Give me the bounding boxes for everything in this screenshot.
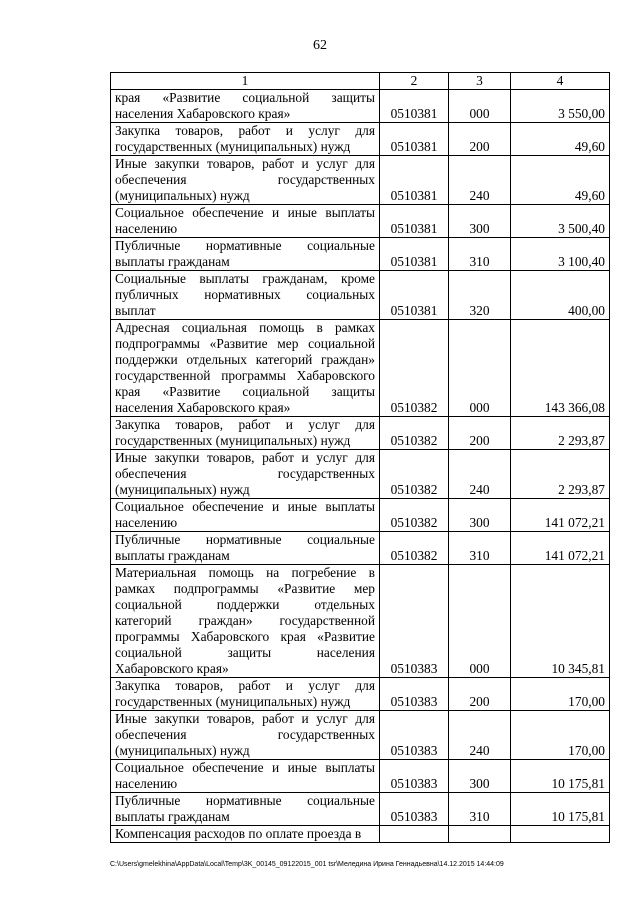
row-name-line: публичных нормативных социальных <box>115 287 375 302</box>
row-name-line: населения Хабаровского края» <box>115 400 291 415</box>
table-row <box>111 532 610 565</box>
table-row <box>111 90 610 123</box>
row-name-line: Иные закупки товаров, работ и услуг для <box>115 450 375 465</box>
row-name <box>111 205 380 238</box>
row-sum: 400,00 <box>511 271 610 320</box>
row-name <box>111 565 380 678</box>
row-code: 0510381 <box>380 271 449 320</box>
page-number: 62 <box>313 38 327 53</box>
row-name-line: выплаты гражданам <box>115 548 230 563</box>
row-sum: 141 072,21 <box>511 532 610 565</box>
row-name-line: населению <box>115 221 178 236</box>
row-name-line: подпрограммы «Развитие мер социальной <box>115 336 375 351</box>
row-name <box>111 238 380 271</box>
row-name-line: Социальное обеспечение и иные выплаты <box>115 760 375 775</box>
row-code: 0510382 <box>380 499 449 532</box>
row-name <box>111 320 380 417</box>
row-type: 300 <box>449 205 511 238</box>
row-sum: 2 293,87 <box>511 417 610 450</box>
row-name-line: Публичные нормативные социальные <box>115 238 375 253</box>
row-name-line: населению <box>115 515 178 530</box>
row-name <box>111 271 380 320</box>
table-row <box>111 238 610 271</box>
row-name-line: Иные закупки товаров, работ и услуг для <box>115 711 375 726</box>
row-name-line: населению <box>115 776 178 791</box>
row-code: 0510381 <box>380 238 449 271</box>
row-type: 200 <box>449 417 511 450</box>
row-code: 0510383 <box>380 760 449 793</box>
row-name-line: Публичные нормативные социальные <box>115 532 375 547</box>
row-sum: 10 175,81 <box>511 760 610 793</box>
header-col-2: 2 <box>380 73 449 90</box>
row-type: 000 <box>449 90 511 123</box>
row-sum: 10 175,81 <box>511 793 610 826</box>
row-code: 0510383 <box>380 678 449 711</box>
row-name-line: категорий граждан» государственной <box>115 613 375 628</box>
row-name-line: Закупка товаров, работ и услуг для <box>115 123 375 138</box>
row-name-line: выплат <box>115 303 156 318</box>
table-row <box>111 320 610 417</box>
row-code: 0510382 <box>380 320 449 417</box>
row-name <box>111 450 380 499</box>
row-name-line: Социальные выплаты гражданам, кроме <box>115 271 375 286</box>
table-row <box>111 499 610 532</box>
row-name-line: края «Развитие социальной защиты <box>115 90 375 105</box>
row-code: 0510383 <box>380 565 449 678</box>
row-code <box>380 826 449 843</box>
row-name-line: Материальная помощь на погребение в <box>115 565 375 580</box>
row-name <box>111 793 380 826</box>
row-name-line: Социальное обеспечение и иные выплаты <box>115 205 375 220</box>
row-type: 310 <box>449 238 511 271</box>
row-type: 240 <box>449 156 511 205</box>
table-row <box>111 760 610 793</box>
table-row <box>111 205 610 238</box>
row-sum: 10 345,81 <box>511 565 610 678</box>
row-type: 200 <box>449 678 511 711</box>
row-name-line: Хабаровского края» <box>115 661 229 676</box>
row-code: 0510381 <box>380 205 449 238</box>
row-type: 000 <box>449 565 511 678</box>
row-code: 0510382 <box>380 532 449 565</box>
row-code: 0510381 <box>380 156 449 205</box>
table-row <box>111 826 610 843</box>
row-name-line: Закупка товаров, работ и услуг для <box>115 417 375 432</box>
row-name-line: государственных (муниципальных) нужд <box>115 139 351 154</box>
row-name <box>111 711 380 760</box>
row-name <box>111 826 380 843</box>
header-col-4: 4 <box>511 73 610 90</box>
table-row <box>111 123 610 156</box>
row-sum: 49,60 <box>511 156 610 205</box>
row-name-line: Иные закупки товаров, работ и услуг для <box>115 156 375 171</box>
row-name-line: обеспечения государственных <box>115 172 375 187</box>
row-type: 320 <box>449 271 511 320</box>
row-name <box>111 760 380 793</box>
row-code: 0510381 <box>380 90 449 123</box>
row-name <box>111 123 380 156</box>
row-name-line: (муниципальных) нужд <box>115 743 250 758</box>
row-sum: 143 366,08 <box>511 320 610 417</box>
row-sum: 170,00 <box>511 711 610 760</box>
row-type: 000 <box>449 320 511 417</box>
row-name-line: края «Развитие социальной защиты <box>115 384 375 399</box>
row-name-line: государственных (муниципальных) нужд <box>115 694 351 709</box>
row-type: 300 <box>449 760 511 793</box>
row-sum: 170,00 <box>511 678 610 711</box>
table-header-row <box>111 73 610 90</box>
table-body <box>111 90 610 843</box>
row-sum: 3 100,40 <box>511 238 610 271</box>
row-sum: 3 500,40 <box>511 205 610 238</box>
table-row <box>111 271 610 320</box>
row-type <box>449 826 511 843</box>
header-col-1: 1 <box>111 73 380 90</box>
row-name-line: (муниципальных) нужд <box>115 188 250 203</box>
table-row <box>111 565 610 678</box>
row-name-line: государственной программы Хабаровского <box>115 368 375 383</box>
row-code: 0510382 <box>380 417 449 450</box>
row-type: 310 <box>449 532 511 565</box>
row-type: 310 <box>449 793 511 826</box>
row-sum: 3 550,00 <box>511 90 610 123</box>
row-sum: 49,60 <box>511 123 610 156</box>
row-name <box>111 532 380 565</box>
row-code: 0510383 <box>380 711 449 760</box>
row-type: 240 <box>449 450 511 499</box>
footer-file-path: C:\Users\gmelekhina\AppData\Local\Temp\3K_00145_09122015_001 tsr\Меледина Ирина Геннадьевна\14.12.2015 14:44:09 <box>110 861 504 868</box>
row-name-line: обеспечения государственных <box>115 466 375 481</box>
row-name-line: рамках подпрограммы «Развитие мер <box>115 581 375 596</box>
row-name <box>111 678 380 711</box>
table-row <box>111 678 610 711</box>
row-name <box>111 499 380 532</box>
row-type: 300 <box>449 499 511 532</box>
row-code: 0510383 <box>380 793 449 826</box>
row-name-line: населения Хабаровского края» <box>115 106 291 121</box>
row-name-line: обеспечения государственных <box>115 727 375 742</box>
row-code: 0510381 <box>380 123 449 156</box>
row-code: 0510382 <box>380 450 449 499</box>
budget-table <box>110 72 610 843</box>
row-name-line: поддержки отдельных категорий граждан» <box>115 352 375 367</box>
row-name-line: Компенсация расходов по оплате проезда в <box>115 826 362 841</box>
row-name-line: социальной защиты населения <box>115 645 375 660</box>
table-row <box>111 793 610 826</box>
row-sum <box>511 826 610 843</box>
row-name <box>111 156 380 205</box>
row-name-line: Социальное обеспечение и иные выплаты <box>115 499 375 514</box>
row-name <box>111 417 380 450</box>
row-name-line: Публичные нормативные социальные <box>115 793 375 808</box>
row-name-line: выплаты гражданам <box>115 254 230 269</box>
row-name-line: Закупка товаров, работ и услуг для <box>115 678 375 693</box>
row-type: 240 <box>449 711 511 760</box>
table-row <box>111 711 610 760</box>
row-sum: 2 293,87 <box>511 450 610 499</box>
row-name-line: программы Хабаровского края «Развитие <box>115 629 375 644</box>
table-row <box>111 417 610 450</box>
row-name-line: выплаты гражданам <box>115 809 230 824</box>
row-sum: 141 072,21 <box>511 499 610 532</box>
row-name <box>111 90 380 123</box>
header-col-3: 3 <box>449 73 511 90</box>
row-name-line: Адресная социальная помощь в рамках <box>115 320 375 335</box>
table-row <box>111 450 610 499</box>
row-name-line: (муниципальных) нужд <box>115 482 250 497</box>
row-type: 200 <box>449 123 511 156</box>
row-name-line: социальной поддержки отдельных <box>115 597 375 612</box>
row-name-line: государственных (муниципальных) нужд <box>115 433 351 448</box>
table-row <box>111 156 610 205</box>
